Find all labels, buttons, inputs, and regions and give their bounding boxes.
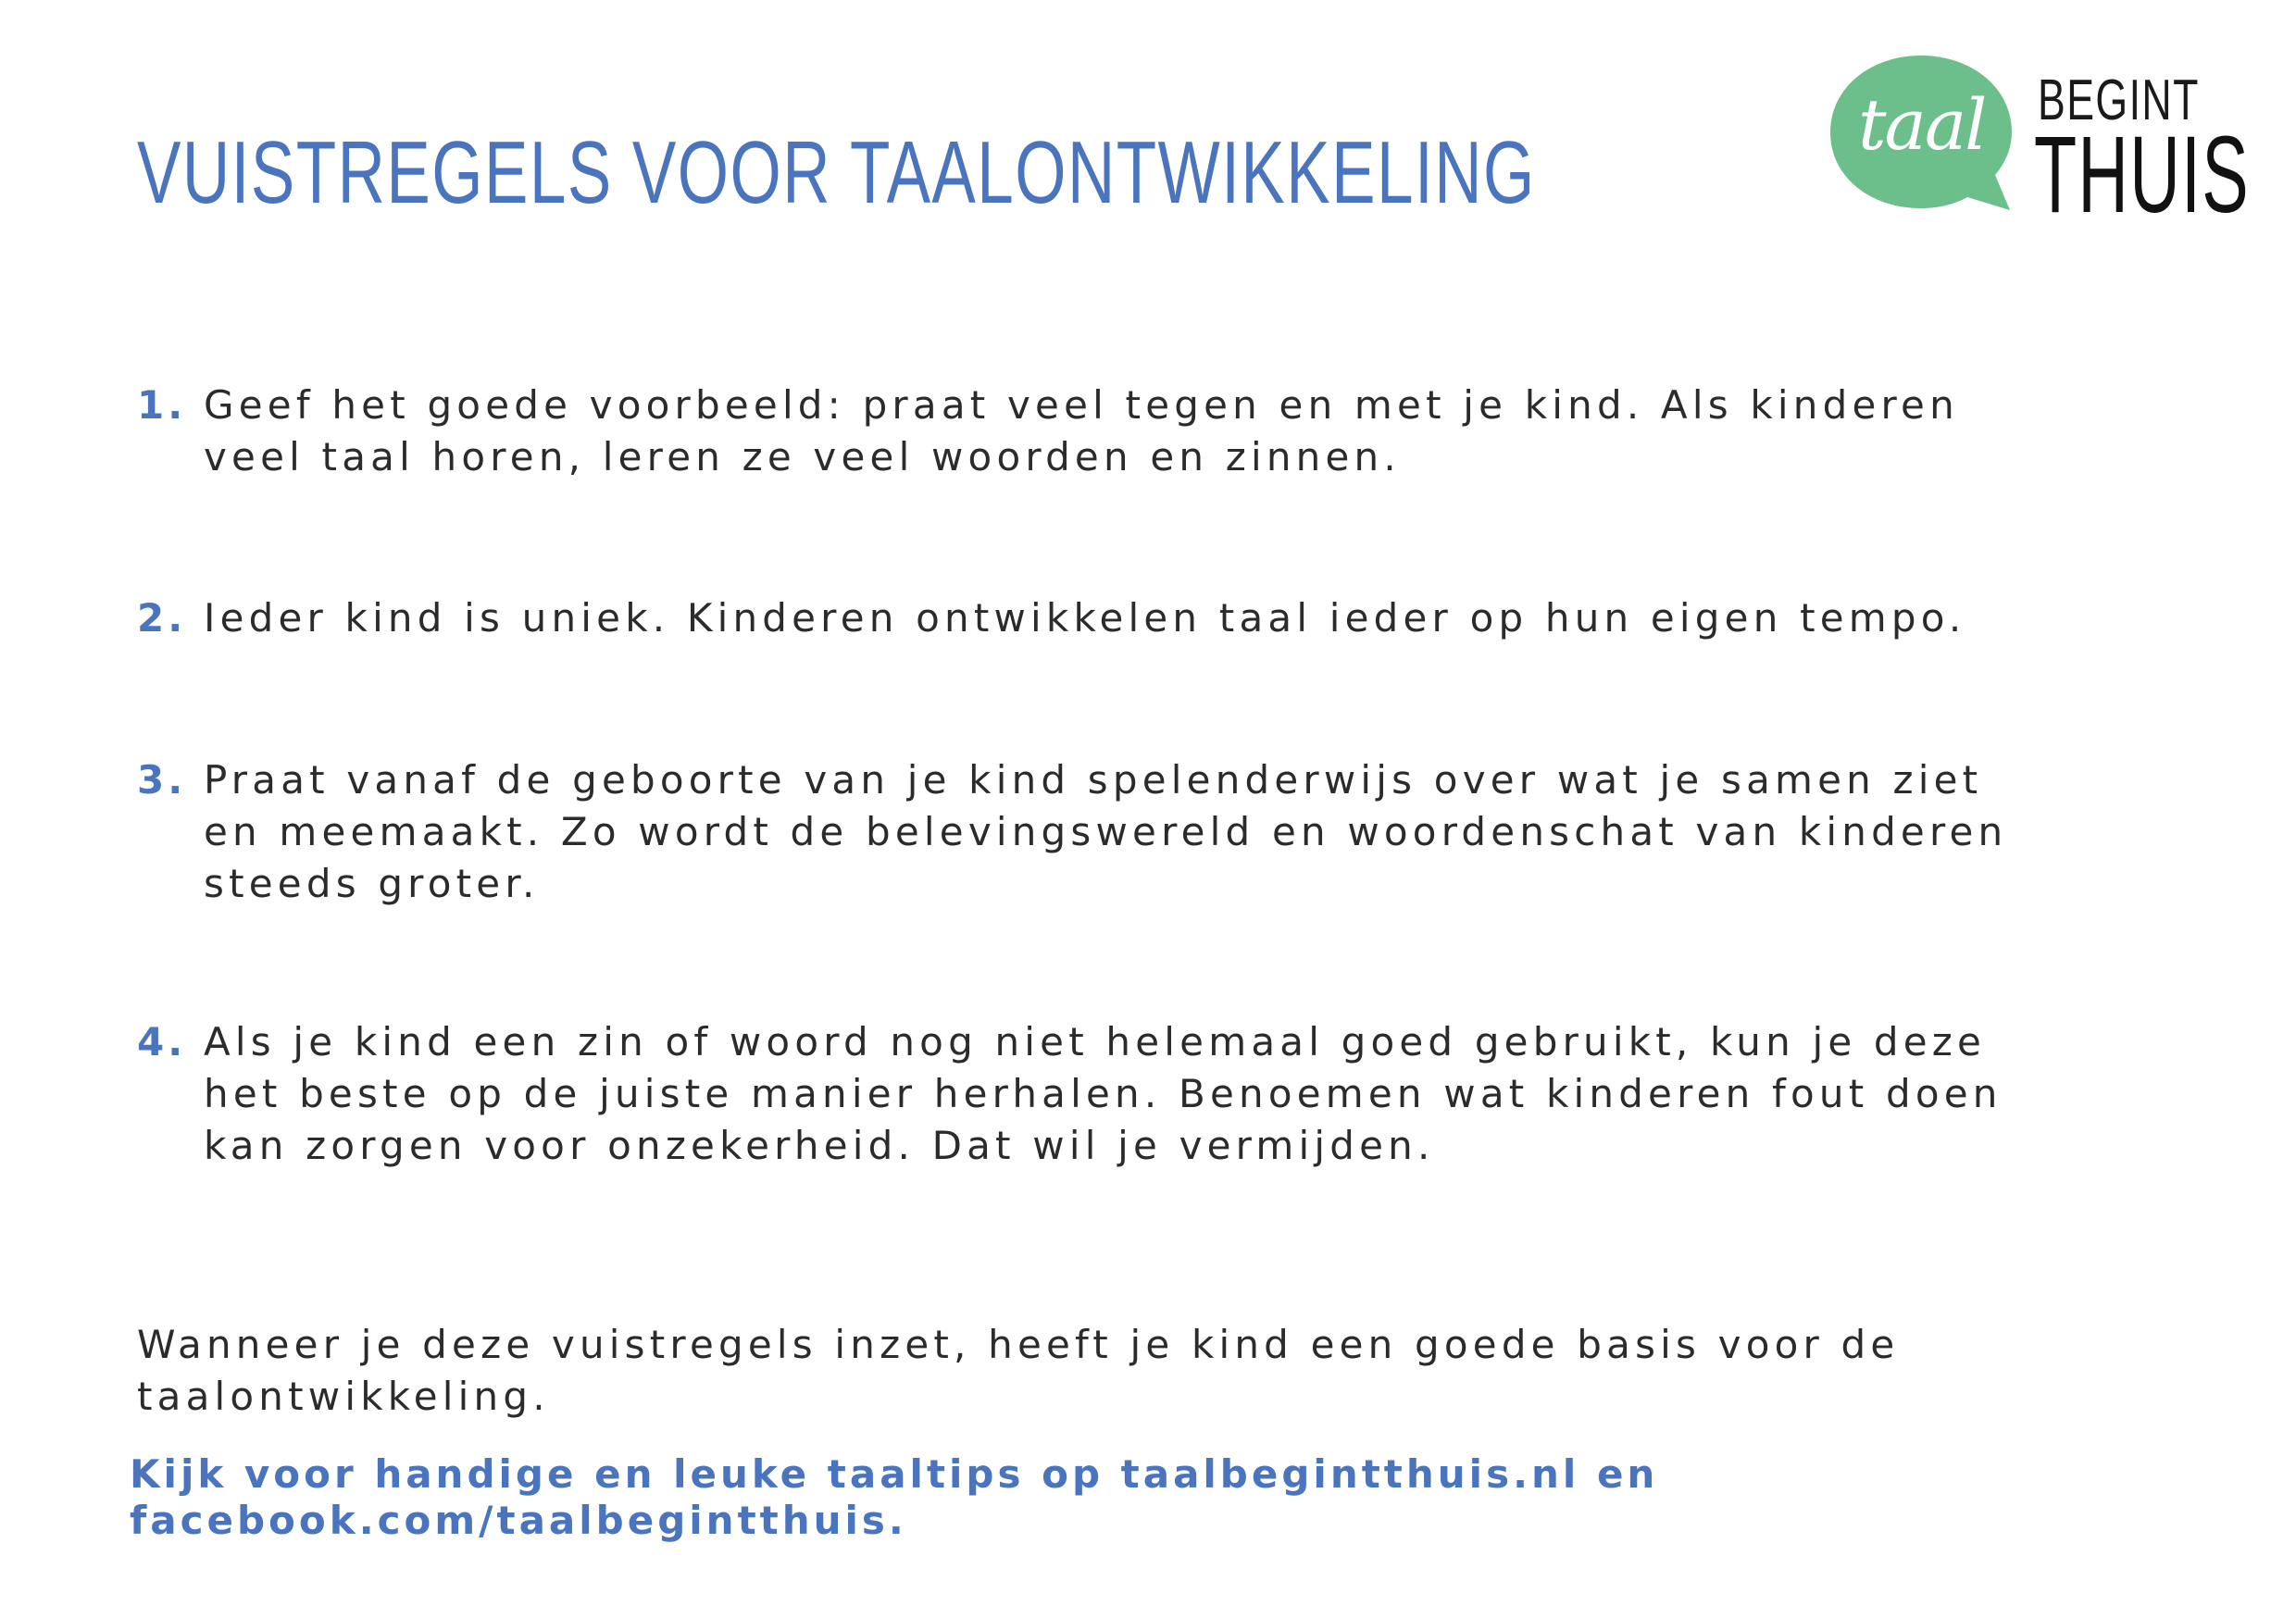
rule-number: 4.: [137, 1019, 187, 1064]
logo-thuis-text: THUIS: [2034, 114, 2250, 236]
logo-begint-text: BEGINT: [2038, 68, 2200, 132]
call-to-action: Kijk voor handige en leuke taaltips op taalbegintthuis.nl en facebook.com/taalbegintthuis.: [130, 1451, 1659, 1543]
rule-number: 3.: [137, 757, 187, 803]
rule-text: Praat vanaf de geboorte van je kind spelenderwijs over wat je samen ziet en meemaakt. Zo wordt de belevingswereld en woordenschat van kinderen steeds groter.: [204, 757, 2008, 906]
closing-text: Wanneer je deze vuistregels inzet, heeft je kind een goede basis voor de taalontwikkeling.: [137, 1322, 1900, 1419]
rule-text: Geef het goede voorbeeld: praat veel tegen en met je kind. Als kinderen veel taal horen, leren ze veel woorden en zinnen.: [204, 382, 1959, 479]
rule-text: Als je kind een zin of woord nog niet helemaal goed gebruikt, kun je deze het beste op de juiste manier herhalen. Benoemen wat kinderen fout doen kan zorgen voor onzekerheid. Dat wil je vermijden.: [204, 1019, 2003, 1168]
rule-number: 1.: [137, 382, 187, 428]
page-title: VUISTREGELS VOOR TAALONTWIKKELING: [137, 123, 1536, 222]
logo: [1828, 46, 2250, 236]
logo-taal-text: taal: [1858, 83, 1986, 166]
rule-number: 2.: [137, 595, 187, 641]
rule-text: Ieder kind is uniek. Kinderen ontwikkelen taal ieder op hun eigen tempo.: [204, 595, 1966, 641]
